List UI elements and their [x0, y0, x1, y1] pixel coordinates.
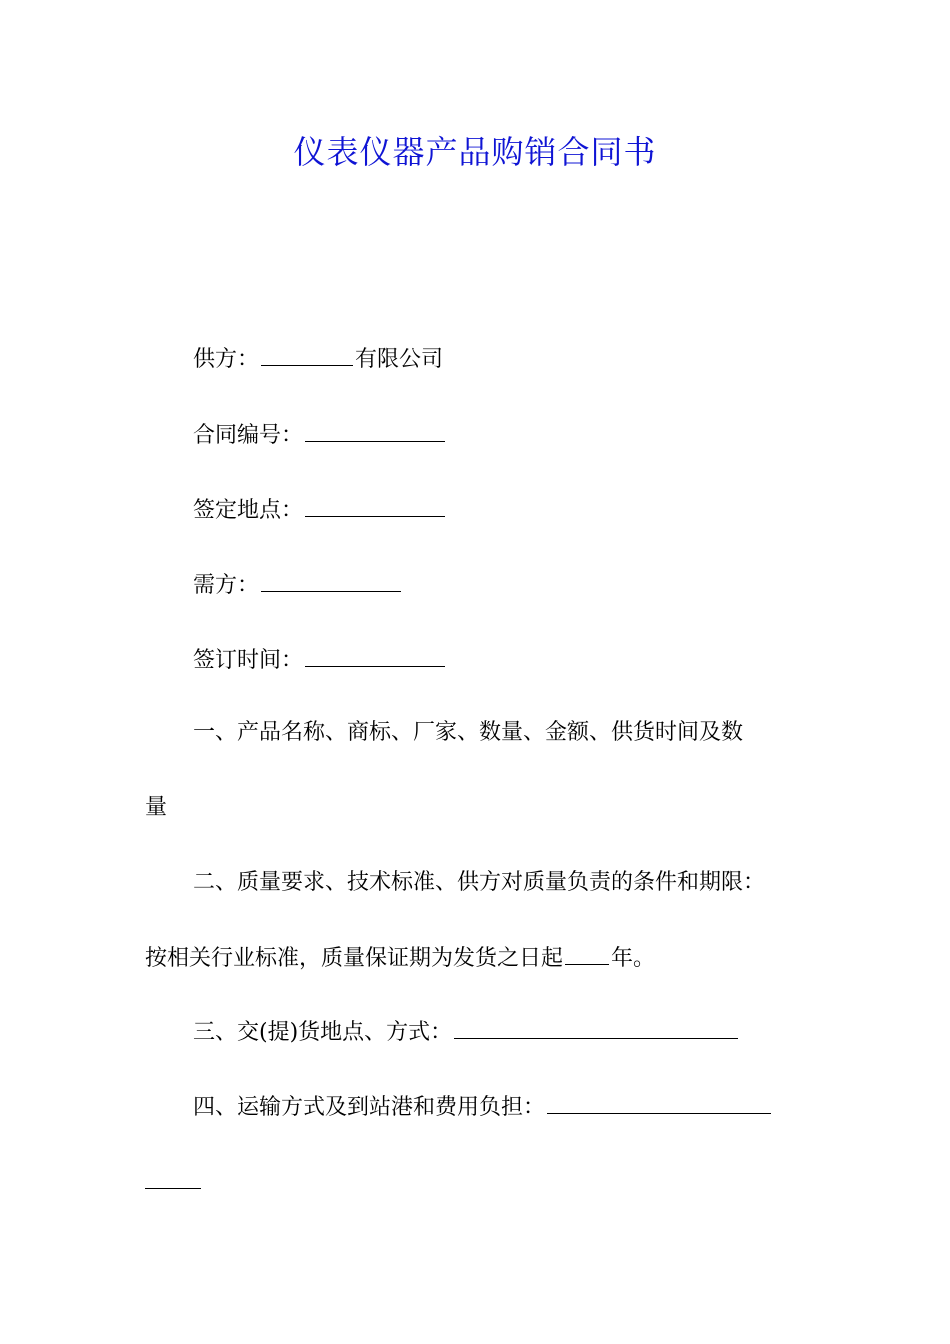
clause-4-label: 四、运输方式及到站港和费用负担：: [193, 1095, 546, 1120]
clause-2-line-1: 二、质量要求、技术标准、供方对质量负责的条件和期限：: [193, 870, 766, 895]
clause-3-label: 三、交(提)货地点、方式：: [193, 1020, 453, 1045]
clause-1-line-1: 一、产品名称、商标、厂家、数量、金额、供货时间及数: [193, 720, 744, 745]
sign-time-label: 签订时间：: [193, 648, 304, 673]
clause-4-blank-continued: [145, 1166, 201, 1189]
clause-2-line-2: [145, 942, 655, 974]
contract-no-label: 合同编号：: [193, 423, 304, 448]
clause-3-line: [193, 1016, 740, 1048]
sign-place-blank: [305, 494, 445, 517]
warranty-years-blank: [565, 942, 609, 965]
sign-place-line: [193, 494, 447, 526]
clause-4-line: [193, 1091, 773, 1123]
clause-4-blank: [547, 1091, 771, 1114]
supplier-line: [193, 343, 443, 375]
clause-2-text: 按相关行业标准，质量保证期为发货之日起: [145, 946, 564, 971]
clause-3-blank: [454, 1016, 738, 1039]
buyer-blank: [261, 569, 401, 592]
buyer-label: 需方：: [193, 573, 260, 598]
supplier-suffix: 有限公司: [355, 347, 444, 372]
sign-time-line: [193, 644, 447, 676]
supplier-label: 供方：: [193, 347, 260, 372]
contract-no-blank: [305, 419, 445, 442]
document-title: 仪表仪器产品购销合同书: [293, 133, 657, 171]
supplier-blank: [261, 343, 353, 366]
sign-time-blank: [305, 644, 445, 667]
buyer-line: [193, 569, 403, 601]
contract-no-line: [193, 419, 447, 451]
clause-1-line-2: 量: [145, 795, 168, 820]
sign-place-label: 签定地点：: [193, 498, 304, 523]
clause-4-continuation: [145, 1166, 201, 1198]
clause-2-suffix: 年。: [611, 946, 656, 971]
